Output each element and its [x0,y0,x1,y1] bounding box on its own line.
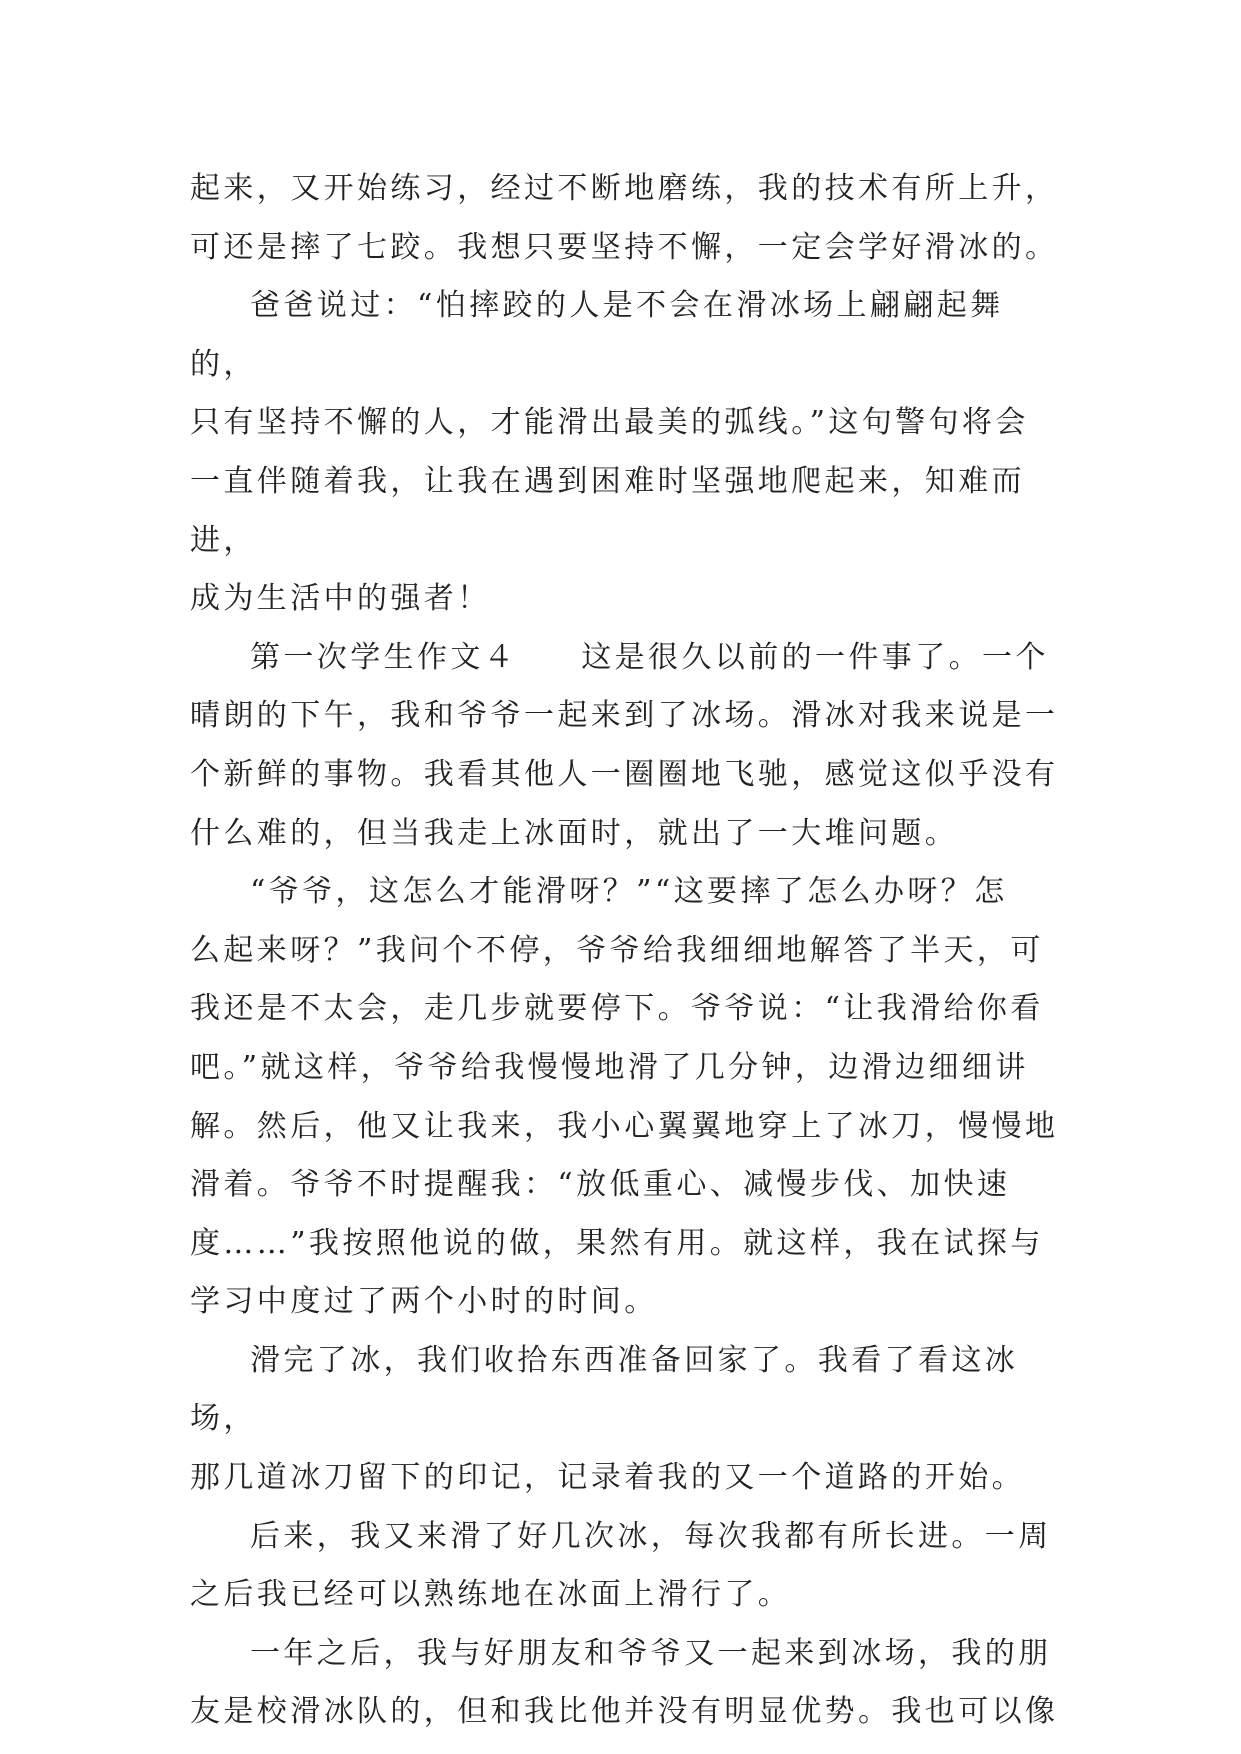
text-line: 一直伴随着我，让我在遇到困难时坚强地爬起来，知难而进， [190,463,1025,558]
text-line: 只有坚持不懈的人，才能滑出最美的弧线。”这句警句将会 [190,405,1029,441]
text-line: 成为生活中的强者！ [190,581,491,617]
paragraph-1 [190,160,1070,277]
paragraph-4 [190,863,1070,1332]
text-line: 我还是不太会，走几步就要停下。爷爷说：“让我滑给你看 [190,991,1044,1027]
document-body [190,160,1070,1742]
text-line: 吧。”就这样，爷爷给我慢慢地滑了几分钟，边滑边细细讲 [190,1049,1029,1085]
text-line: 滑着。爷爷不时提醒我：“放低重心、减慢步伐、加快速 [190,1167,1011,1203]
essay-heading: 第一次学生作文４ [250,639,518,675]
text-line: 么起来呀？”我问个不停，爷爷给我细细地解答了半天，可 [190,932,1044,968]
text-line: 什么难的，但当我走上冰面时，就出了一大堆问题。 [190,815,959,851]
text-line: 友是校滑冰队的，但和我比他并没有明显优势。我也可以像 [190,1694,1059,1730]
text-line: 可还是摔了七跤。我想只要坚持不懈，一定会学好滑冰的。 [190,229,1059,265]
text-line: 之后我已经可以熟练地在冰面上滑行了。 [190,1577,792,1613]
text-line: 滑完了冰，我们收拾东西准备回家了。我看了看这冰场， [190,1342,1019,1437]
text-line: 一年之后，我与好朋友和爷爷又一起来到冰场，我的朋 [250,1635,1052,1671]
text-line: 那几道冰刀留下的印记，记录着我的又一个道路的开始。 [190,1460,1025,1496]
text-line: 个新鲜的事物。我看其他人一圈圈地飞驰，感觉这似乎没有 [190,756,1059,792]
text-line: 解。然后，他又让我来，我小心翼翼地穿上了冰刀，慢慢地 [190,1108,1059,1144]
text-line: 学习中度过了两个小时的时间。 [190,1284,658,1320]
text-line: “爷爷，这怎么才能滑呀？”“这要摔了怎么办呀？怎 [250,874,1008,910]
text-line: 这是很久以前的一件事了。一个 [581,639,1049,675]
paragraph-7 [190,1625,1070,1742]
paragraph-6 [190,1508,1070,1625]
paragraph-5 [190,1332,1070,1508]
text-line: 度……”我按照他说的做，果然有用。就这样，我在试探与 [190,1225,1044,1261]
text-line: 爸爸说过：“怕摔跤的人是不会在滑冰场上翩翩起舞的， [190,288,1004,382]
text-line: 晴朗的下午，我和爷爷一起来到了冰场。滑冰对我来说是一 [190,698,1059,734]
paragraph-2 [190,277,1070,629]
paragraph-3 [190,629,1070,863]
text-line: 起来，又开始练习，经过不断地磨练，我的技术有所上升， [190,171,1059,206]
text-line: 后来，我又来滑了好几次冰，每次我都有所长进。一周 [250,1518,1052,1554]
